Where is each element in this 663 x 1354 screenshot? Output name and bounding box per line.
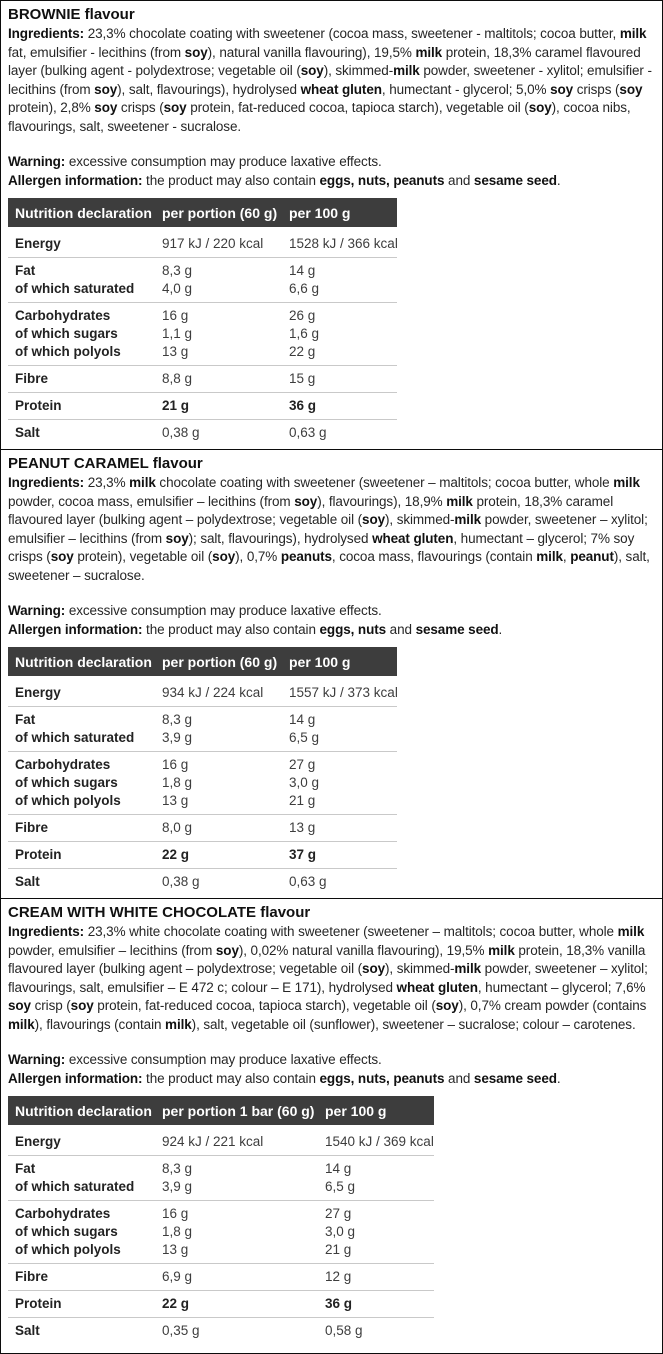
table-row [15,729,397,747]
row-label: of which sugars [15,326,118,341]
text-segment: protein, fat-reduced cocoa, tapioca starch), vegetable oil ( [93,998,436,1014]
table-row-group [8,420,397,446]
row-value-per100g: 22 g [289,344,316,359]
text-segment: , humectant – glycerol; 7,6% [477,979,646,995]
bold-text-segment: sesame seed [473,1071,557,1086]
bold-text-segment: soy [184,44,208,60]
table-header-per100g: per 100 g [325,1102,387,1119]
table-header-declaration: Nutrition declaration [15,204,152,221]
row-label: Carbohydrates [15,757,111,772]
table-row [15,424,397,442]
text-segment: 23,3% white chocolate coating with sweetener (sweetener – maltitols; cocoa butter, whole [84,924,618,939]
nutrition-table-header [8,647,397,676]
row-value-portion: 934 kJ / 224 kcal [162,685,264,700]
text-segment: , humectant - glycerol; 5,0% [381,81,551,97]
table-row [15,262,397,280]
table-header-declaration: Nutrition declaration [15,1102,152,1119]
row-value-portion: 22 g [162,1296,190,1311]
text-segment: powder, sweetener – xylitol; emulsifier – lecithins (from [8,512,648,546]
row-value-portion: 1,1 g [162,326,193,341]
bold-text-segment: eggs, nuts, peanuts [319,1071,445,1086]
row-label: Fat [15,712,36,727]
text-segment: crisp ( [30,998,71,1014]
row-label: Fat [15,1161,36,1176]
bold-text-segment: milk [454,512,482,528]
row-label: Fibre [15,1269,49,1284]
table-row-group [8,707,397,752]
row-value-portion: 1,8 g [162,1224,193,1239]
bold-text-segment: sesame seed [415,622,499,637]
bold-text-segment: milk [619,26,647,41]
row-label: Salt [15,1323,40,1338]
bold-text-segment: soy [50,549,74,565]
text-segment: protein, 18,3% vanilla flavoured layer (bulking agent – polydextrose; vegetable oil ( [8,942,646,977]
row-label: Salt [15,874,40,889]
allergen-line [8,171,655,190]
row-label: Energy [15,236,61,251]
text-segment: ); salt, flavourings), hydrolysed [188,530,373,546]
row-value-per100g: 14 g [289,263,316,278]
bold-text-segment: Warning: [8,1052,66,1067]
row-label: of which saturated [15,1179,135,1194]
bold-text-segment: milk [393,63,420,79]
text-segment: the product may also contain [142,1071,320,1086]
table-header-portion: per portion (60 g) [162,653,278,670]
text-segment: excessive consumption may produce laxative effects. [65,1052,382,1067]
allergen-line [8,620,655,639]
bold-text-segment: Allergen information: [8,1071,143,1086]
row-value-per100g: 0,58 g [325,1323,363,1338]
table-row [15,711,397,729]
text-segment: and [444,1071,474,1086]
row-value-per100g: 0,63 g [289,874,327,889]
text-segment: excessive consumption may produce laxative effects. [65,603,382,618]
text-segment: ), skimmed- [323,63,394,79]
text-segment: and [386,622,416,637]
row-label: Protein [15,1296,62,1311]
row-value-portion: 16 g [162,757,189,772]
row-value-per100g: 1528 kJ / 366 kcal [289,236,398,251]
text-segment: ), natural vanilla flavouring), 19,5% [207,44,416,60]
row-label: Fibre [15,820,49,835]
row-value-portion: 1,8 g [162,775,193,790]
flavour-section [0,449,663,899]
row-value-per100g: 36 g [325,1296,353,1311]
bold-text-segment: Ingredients: [8,475,85,490]
row-value-portion: 4,0 g [162,281,193,296]
table-row [15,1133,434,1151]
bold-text-segment: soy [528,100,552,116]
table-row [15,819,397,837]
bold-text-segment: eggs, nuts, peanuts [319,173,445,188]
table-row-group [8,1291,434,1318]
table-row [15,1295,434,1313]
text-segment: . [556,1071,561,1086]
row-value-per100g: 1557 kJ / 373 kcal [289,685,398,700]
text-segment: ), cocoa nibs, flavourings, salt, sweetener - sucralose. [8,100,631,134]
row-label: Carbohydrates [15,308,111,323]
text-segment: crisps ( [573,81,620,97]
bold-text-segment: soy [550,81,574,97]
bold-text-segment: sesame seed [473,173,557,188]
text-segment: . [556,173,561,188]
text-segment: ), 0,02% natural vanilla flavouring), 19,5% [238,942,489,958]
text-segment: powder, emulsifier – lecithins (from [8,942,216,958]
text-segment: ), salt, vegetable oil (sunflower), sweetener – sucralose; colour – carotenes. [191,1016,636,1032]
ingredients-paragraph [8,923,655,1035]
row-value-per100g: 26 g [289,308,316,323]
bold-text-segment: soy [8,998,31,1014]
table-header-portion: per portion (60 g) [162,204,278,221]
text-segment: ), 0,7% [235,549,281,565]
ingredients-paragraph [8,474,655,586]
row-value-per100g: 15 g [289,371,316,386]
nutrition-table [8,198,397,446]
text-segment: excessive consumption may produce laxative effects. [65,154,382,169]
bold-text-segment: milk [617,924,645,939]
bold-text-segment: peanut [570,549,614,565]
text-segment: powder, sweetener – xylitol; flavourings, salt, emulsifier – E 472 c; colour – E 171), hydrolysed [8,961,648,995]
table-row [15,1160,434,1178]
row-value-portion: 8,0 g [162,820,193,835]
table-row [15,235,397,253]
table-row-group [8,1318,434,1344]
text-segment: . [498,622,503,637]
row-label: of which sugars [15,775,118,790]
row-value-per100g: 1,6 g [289,326,320,341]
table-row [15,684,397,702]
row-value-portion: 13 g [162,344,189,359]
bold-text-segment: peanuts [280,549,332,565]
bold-text-segment: milk [536,549,563,565]
row-value-portion: 16 g [162,1206,189,1221]
bold-text-segment: soy [165,530,189,546]
text-segment: chocolate coating with sweetener (sweetener – maltitols; cocoa butter, whole [155,475,614,490]
row-label: of which polyols [15,344,121,359]
nutrition-table [8,647,397,895]
bold-text-segment: Warning: [8,154,66,169]
table-row [15,343,397,361]
row-value-portion: 22 g [162,847,190,862]
bold-text-segment: soy [294,493,318,509]
table-row-group [8,869,397,895]
bold-text-segment: soy [435,998,459,1014]
bold-text-segment: milk [8,1016,35,1032]
text-segment: 23,3% [84,475,130,490]
row-label: of which polyols [15,1242,121,1257]
table-row-group [8,1201,434,1264]
row-value-portion: 3,9 g [162,730,193,745]
text-segment: ), skimmed- [385,961,455,977]
table-row-group [8,258,397,303]
table-row [15,1223,434,1241]
table-row [15,1178,434,1196]
ingredients-paragraph [8,25,655,137]
row-value-per100g: 37 g [289,847,317,862]
text-segment: the product may also contain [142,173,320,188]
bold-text-segment: wheat gluten [372,530,454,546]
row-label: of which sugars [15,1224,118,1239]
table-row-group [8,227,397,258]
warning-line [8,1050,655,1069]
text-segment: , cocoa mass, flavourings (contain [331,549,537,565]
section-title: BROWNIE flavour [8,6,135,23]
bold-text-segment: soy [94,81,118,97]
table-header-per100g: per 100 g [289,653,351,670]
row-value-portion: 0,38 g [162,425,200,440]
row-value-portion: 924 kJ / 221 kcal [162,1134,264,1149]
text-segment: powder, cocoa mass, emulsifier – lecithins (from [8,493,295,509]
bold-text-segment: milk [165,1016,192,1032]
bold-text-segment: soy [94,100,118,116]
row-value-portion: 13 g [162,793,189,808]
row-value-per100g: 21 g [325,1242,352,1257]
table-row [15,370,397,388]
table-row-group [8,752,397,815]
row-value-portion: 917 kJ / 220 kcal [162,236,264,251]
table-row-group [8,1156,434,1201]
nutrition-table-header [8,1096,434,1125]
text-segment: powder, sweetener - xylitol; emulsifier - lecithins (from [8,63,652,97]
row-value-per100g: 21 g [289,793,316,808]
bold-text-segment: soy [70,998,94,1014]
table-row [15,280,397,298]
table-header-per100g: per 100 g [289,204,351,221]
warning-line [8,152,655,171]
row-label: Fibre [15,371,49,386]
table-row [15,792,397,810]
table-row [15,1322,434,1340]
table-row [15,1241,434,1259]
row-value-portion: 21 g [162,398,190,413]
row-value-portion: 16 g [162,308,189,323]
text-segment: ), skimmed- [385,512,455,528]
bold-text-segment: soy [215,942,239,958]
row-label: of which polyols [15,793,121,808]
table-row [15,1205,434,1223]
text-segment: protein, fat-reduced cocoa, tapioca starch), vegetable oil ( [186,100,529,116]
text-segment: crisps ( [117,100,164,116]
row-label: Fat [15,263,36,278]
row-label: Salt [15,425,40,440]
flavour-section [0,0,663,450]
row-label: Carbohydrates [15,1206,111,1221]
table-row [15,774,397,792]
table-row [15,846,397,864]
allergen-line [8,1069,655,1088]
row-value-per100g: 14 g [325,1161,352,1176]
text-segment: protein), 2,8% [8,100,95,116]
warning-line [8,601,655,620]
bold-text-segment: soy [619,81,643,97]
text-segment: ), flavourings (contain [34,1016,166,1032]
table-row-group [8,366,397,393]
row-value-per100g: 14 g [289,712,316,727]
table-row [15,307,397,325]
row-value-portion: 8,3 g [162,712,193,727]
bold-text-segment: Allergen information: [8,622,143,637]
table-row-group [8,393,397,420]
row-value-per100g: 1540 kJ / 369 kcal [325,1134,434,1149]
text-segment: and [444,173,474,188]
nutrition-table-header [8,198,397,227]
row-value-per100g: 13 g [289,820,316,835]
text-segment: protein), vegetable oil ( [73,549,213,565]
table-row-group [8,842,397,869]
section-title: CREAM WITH WHITE CHOCOLATE flavour [8,904,311,921]
text-segment: , [562,549,571,565]
row-label: of which saturated [15,281,135,296]
text-segment: ), salt, sweetener – sucralose. [8,549,650,583]
row-value-portion: 0,38 g [162,874,200,889]
row-value-portion: 8,3 g [162,1161,193,1176]
table-row [15,873,397,891]
row-value-per100g: 6,5 g [325,1179,356,1194]
bold-text-segment: soy [362,512,385,528]
row-label: Energy [15,685,61,700]
text-segment: the product may also contain [142,622,320,637]
bold-text-segment: soy [362,961,385,977]
row-value-per100g: 3,0 g [325,1224,356,1239]
row-value-per100g: 6,6 g [289,281,320,296]
table-header-declaration: Nutrition declaration [15,653,152,670]
text-segment: ), flavourings), 18,9% [317,493,447,509]
table-row-group [8,1264,434,1291]
row-label: of which saturated [15,730,135,745]
bold-text-segment: milk [446,493,473,509]
text-segment: protein, 18,3% caramel flavoured layer (bulking agent – polydextrose; vegetable oil ( [8,493,614,528]
table-row-group [8,1125,434,1156]
row-value-portion: 8,8 g [162,371,193,386]
row-label: Protein [15,398,62,413]
text-segment: protein, 18,3% caramel flavoured layer (bulking agent - polydextrose; vegetable oil ( [8,44,641,79]
row-value-per100g: 6,5 g [289,730,320,745]
table-row-group [8,815,397,842]
row-value-portion: 8,3 g [162,263,193,278]
row-value-per100g: 0,63 g [289,425,327,440]
nutrition-table [8,1096,434,1344]
row-value-per100g: 3,0 g [289,775,320,790]
bold-text-segment: Warning: [8,603,66,618]
bold-text-segment: Ingredients: [8,26,85,41]
section-title: PEANUT CARAMEL flavour [8,455,203,472]
bold-text-segment: milk [488,942,515,958]
row-value-per100g: 12 g [325,1269,352,1284]
row-label: Protein [15,847,62,862]
row-value-portion: 13 g [162,1242,189,1257]
table-row [15,756,397,774]
flavour-section [0,898,663,1354]
bold-text-segment: soy [300,63,324,79]
bold-text-segment: milk [415,44,443,60]
table-row-group [8,303,397,366]
table-row [15,1268,434,1286]
bold-text-segment: milk [454,961,482,977]
bold-text-segment: soy [163,100,187,116]
table-header-portion: per portion 1 bar (60 g) [162,1102,315,1119]
table-row [15,397,397,415]
bold-text-segment: wheat gluten [300,81,382,97]
bold-text-segment: wheat gluten [396,979,478,995]
bold-text-segment: eggs, nuts [319,622,387,637]
row-value-portion: 3,9 g [162,1179,193,1194]
row-value-per100g: 27 g [289,757,316,772]
bold-text-segment: milk [613,475,640,490]
bold-text-segment: soy [212,549,236,565]
row-value-per100g: 27 g [325,1206,352,1221]
table-row-group [8,676,397,707]
text-segment: ), 0,7% cream powder (contains [458,998,647,1014]
row-label: Energy [15,1134,61,1149]
row-value-per100g: 36 g [289,398,317,413]
text-segment: , humectant – glycerol; 7% soy crisps ( [8,530,635,565]
text-segment: 23,3% chocolate coating with sweetener (cocoa mass, sweetener - maltitols; cocoa butter, [84,26,620,41]
row-value-portion: 6,9 g [162,1269,193,1284]
text-segment: ), salt, flavourings), hydrolysed [117,81,301,97]
table-row [15,325,397,343]
bold-text-segment: Allergen information: [8,173,143,188]
bold-text-segment: Ingredients: [8,924,85,939]
bold-text-segment: milk [129,475,156,490]
text-segment: fat, emulsifier - lecithins (from [8,44,185,60]
row-value-portion: 0,35 g [162,1323,200,1338]
